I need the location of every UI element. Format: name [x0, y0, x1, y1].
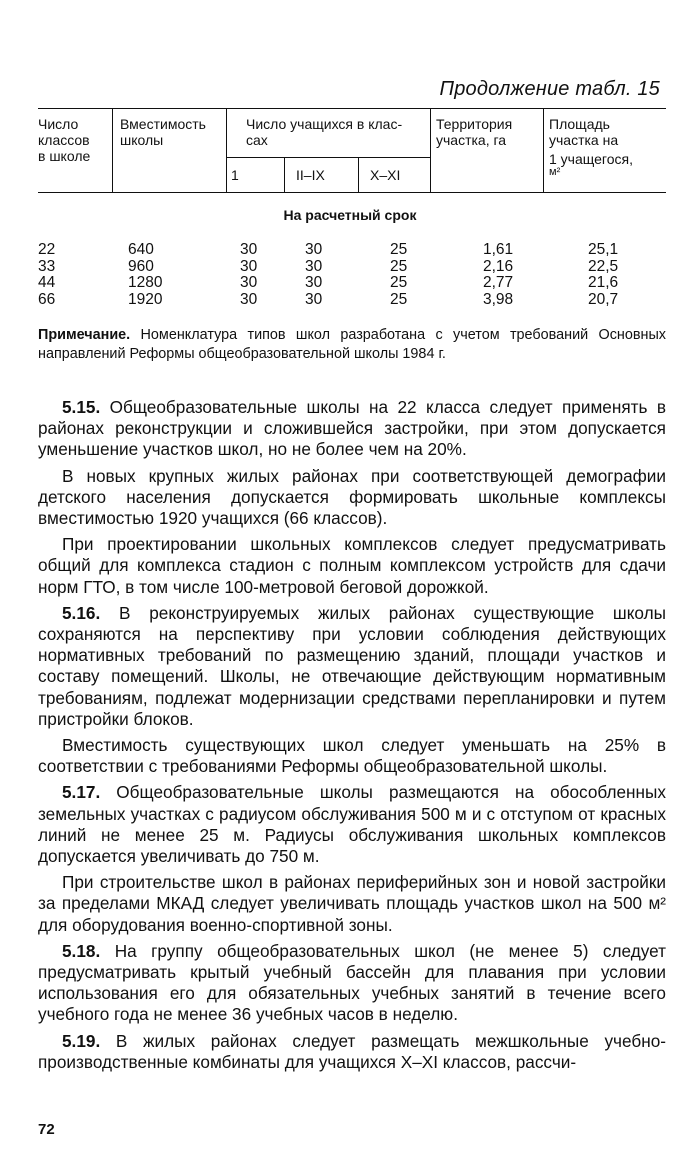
paragraph: 5.16. В реконструируемых жилых районах существующие школы сохраняются на перспективу при условии соблюдения действующих нормативных требований по размещению зданий, площади участков и составу помещений. Школы, не отвечающие действующим нормативным требованиям, подлежат модернизации средствами перепланировки и путем пристройки блоков.	[38, 602, 666, 729]
table-divider	[430, 108, 431, 192]
header-capacity: Вместимость школы	[120, 116, 206, 148]
table-cell: 22	[38, 241, 56, 258]
column-students-3	[390, 242, 407, 308]
page-number: 72	[38, 1121, 55, 1138]
header-students-sub-3: X–XI	[370, 167, 401, 183]
note-label: Примечание.	[38, 327, 131, 343]
table-cell: 30	[240, 290, 258, 308]
table-divider	[358, 157, 359, 192]
table-cell: 21,6	[588, 274, 619, 291]
paragraph-number: 5.18.	[62, 940, 101, 961]
header-area: Площадь участка на 1 учащегося, м²	[549, 116, 633, 178]
table-cell: 30	[305, 241, 323, 258]
table-cell: 44	[38, 274, 56, 291]
header-students-sub-2: II–IX	[296, 167, 325, 183]
paragraph: 5.17. Общеобразовательные школы размещаются на обособленных земельных участках с радиусом обслуживания 500 м и с отступом от красных линий не менее 25 м. Радиусы обслуживания школьных комплексов допускается увеличивать до 750 м.	[38, 782, 666, 867]
table-cell: 66	[38, 290, 56, 308]
table-cell: 30	[240, 241, 258, 258]
table-cell: 2,16	[483, 257, 514, 275]
column-students-2	[305, 242, 322, 308]
header-territory: Территория участка, га	[436, 116, 513, 148]
table-cell: 25	[390, 257, 408, 275]
table-cell: 30	[240, 274, 258, 291]
table-divider	[543, 108, 544, 192]
table-divider	[226, 108, 227, 192]
table-cell: 25	[390, 274, 408, 291]
header-classes: Число классов в школе	[38, 116, 91, 164]
table-subheader-rule	[226, 157, 430, 158]
paragraph: Вместимость существующих школ следует уменьшать на 25% в соответствии с требованиями Реформы общеобразовательной школы.	[38, 735, 666, 777]
table-cell: 960	[128, 257, 154, 275]
table-section-label: На расчетный срок	[283, 207, 417, 223]
table-cell: 30	[240, 257, 258, 275]
column-classes	[38, 242, 55, 308]
paragraph-number: 5.15.	[62, 397, 101, 417]
table-cell: 1920	[128, 290, 163, 308]
column-students-1	[240, 242, 257, 308]
paragraph: 5.15. Общеобразовательные школы на 22 класса следует применять в районах реконструкции и сложившейся застройки, при этом допускается уменьшение участков школ, но не более чем на 20%.	[38, 397, 666, 460]
table-cell: 25	[390, 241, 408, 258]
continuation-title: Продолжение табл. 15	[439, 78, 660, 100]
table-cell: 30	[305, 257, 323, 275]
table-cell: 30	[305, 274, 323, 291]
table-note	[38, 326, 666, 364]
table-cell: 25,1	[588, 241, 619, 258]
paragraph: При проектировании школьных комплексов следует предусматривать общий для комплекса стадион с полным комплексом устройств для сдачи норм ГТО, в том числе 100-метровой беговой дорожкой.	[38, 534, 666, 597]
table-cell: 22,5	[588, 257, 619, 275]
paragraph: В новых крупных жилых районах при соответствующей демографии детского населения допускается формировать школьные комплексы вместимостью 1920 учащихся (66 классов).	[38, 465, 666, 529]
note-text: Номенклатура типов школ разработана с учетом требований Основных направлений Реформы общеобразовательной школы 1984 г.	[38, 327, 666, 362]
table-cell: 2,77	[483, 274, 514, 291]
table-divider	[112, 108, 113, 192]
header-students: Число учащихся в клас- сах	[246, 116, 403, 148]
column-area	[588, 242, 618, 308]
paragraph: 5.18. На группу общеобразовательных школ (не менее 5) следует предусматривать крытый учебный бассейн для плавания при условии использования его для обязательных учебных занятий в течение всего учебного года не менее 36 учебных часов в неделю.	[38, 940, 666, 1025]
table-cell: 25	[390, 290, 408, 308]
table-cell: 20,7	[588, 290, 619, 308]
paragraph: При строительстве школ в районах периферийных зон и новой застройки за пределами МКАД следует увеличивать площадь участков школ на 500 м² для оборудования военно-спортивной зоны.	[38, 872, 666, 935]
paragraph-number: 5.19.	[62, 1030, 101, 1051]
paragraph: 5.19. В жилых районах следует размещать межшкольные учебно-производственные комбинаты для учащихся X–XI классов, рассчи-	[38, 1030, 666, 1072]
table-cell: 640	[128, 241, 154, 258]
paragraph-number: 5.17.	[62, 782, 101, 803]
table-divider	[284, 157, 285, 192]
paragraph-number: 5.16.	[62, 602, 101, 623]
table-cell: 33	[38, 257, 56, 275]
table-top-rule	[38, 108, 666, 109]
table-cell: 3,98	[483, 290, 514, 308]
table-cell: 30	[305, 290, 323, 308]
table-cell: 1,61	[483, 241, 514, 258]
table-header-bottom-rule	[38, 192, 666, 193]
column-capacity	[128, 242, 162, 308]
table-cell: 1280	[128, 274, 163, 291]
header-students-sub-1: 1	[231, 167, 239, 183]
column-territory	[483, 242, 513, 308]
body-text	[38, 397, 666, 1078]
